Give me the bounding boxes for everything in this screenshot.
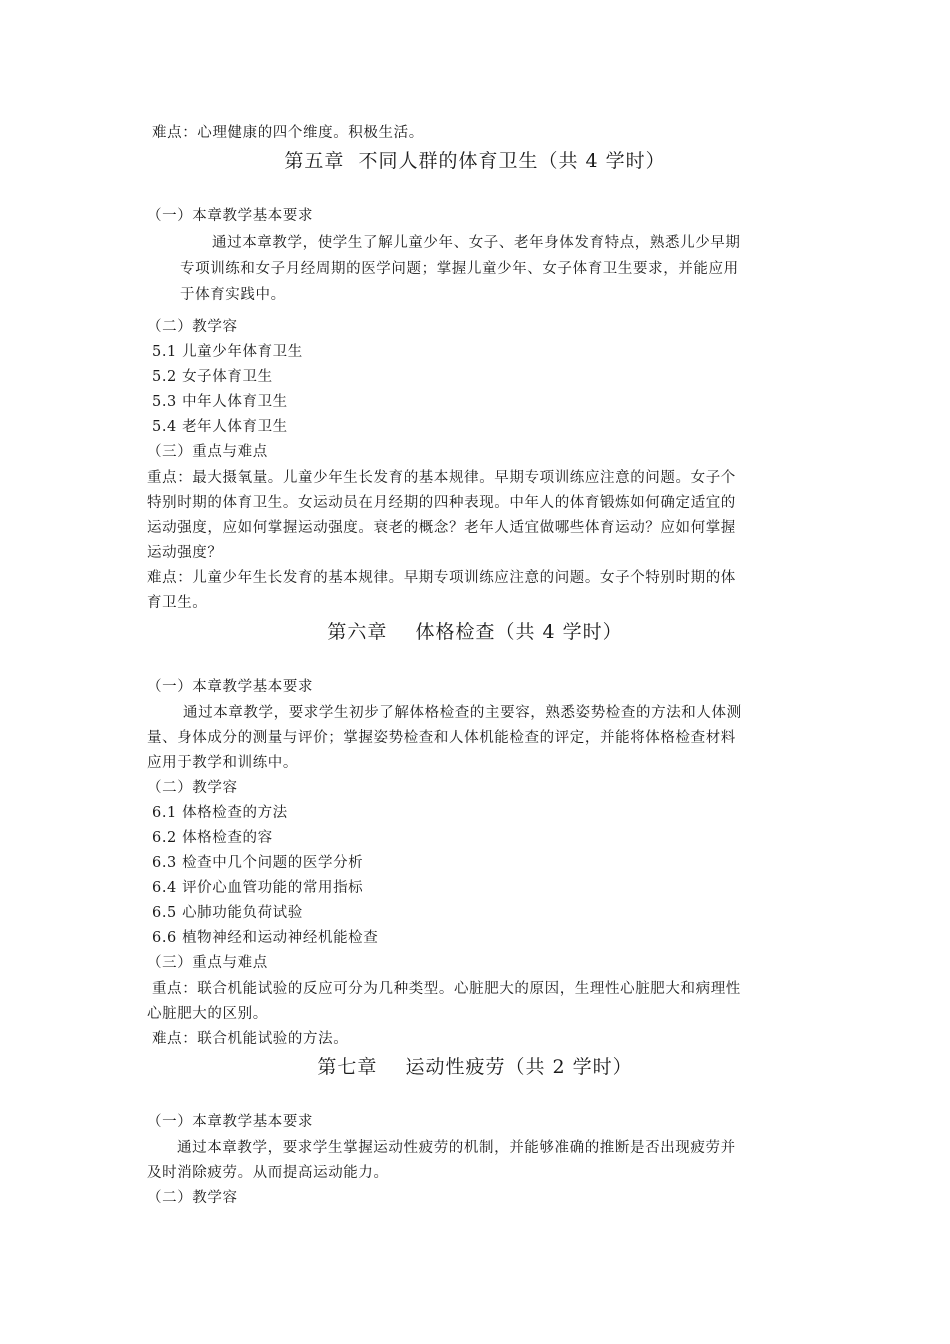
ch5-content-item: 5.4 老年人体育卫生 <box>152 419 288 435</box>
ch6-content-item: 6.4 评价心血管功能的常用指标 <box>152 880 364 896</box>
ch6-difficulty-line-1: 难点：联合机能试验的方法。 <box>152 1031 349 1047</box>
ch5-key-line-3: 运动强度，应如何掌握运动强度。衰老的概念？老年人适宜做哪些体育运动？应如何掌握 <box>147 520 736 536</box>
difficulty-line: 难点：心理健康的四个维度。积极生活。 <box>152 125 424 141</box>
ch6-requirements-heading: （一）本章教学基本要求 <box>147 679 314 695</box>
ch6-key-heading: （三）重点与难点 <box>147 955 268 971</box>
chapter-6-title: 第六章 体格检查（共 4 学时） <box>327 621 623 643</box>
ch5-content-heading: （二）教学容 <box>147 319 238 335</box>
ch6-content-item: 6.1 体格检查的方法 <box>152 805 288 821</box>
ch6-requirements-line-2: 量、身体成分的测量与评价；掌握姿势检查和人体机能检查的评定，并能将体格检查材料 <box>147 730 736 746</box>
ch5-difficulty-line-1: 难点：儿童少年生长发育的基本规律。早期专项训练应注意的问题。女子个特别时期的体 <box>147 570 736 586</box>
ch5-requirements-line-2: 专项训练和女子月经周期的医学问题；掌握儿童少年、女子体育卫生要求，并能应用 <box>180 261 739 277</box>
ch5-content-item: 5.2 女子体育卫生 <box>152 369 273 385</box>
ch7-requirements-heading: （一）本章教学基本要求 <box>147 1114 314 1130</box>
ch6-content-heading: （二）教学容 <box>147 780 238 796</box>
ch5-requirements-line-1: 通过本章教学，使学生了解儿童少年、女子、老年身体发育特点，熟悉儿少早期 <box>212 235 741 251</box>
chapter-7-title: 第七章 运动性疲劳（共 2 学时） <box>317 1056 633 1078</box>
ch6-content-item: 6.2 体格检查的容 <box>152 830 273 846</box>
ch5-key-line-4: 运动强度？ <box>147 545 223 561</box>
ch7-requirements-line-2: 及时消除疲劳。从而提高运动能力。 <box>147 1165 389 1181</box>
ch5-content-item: 5.1 儿童少年体育卫生 <box>152 344 303 360</box>
ch5-key-heading: （三）重点与难点 <box>147 444 268 460</box>
chapter-5-title: 第五章 不同人群的体育卫生（共 4 学时） <box>284 150 666 172</box>
ch6-requirements-line-3: 应用于教学和训练中。 <box>147 755 298 771</box>
ch6-key-line-2: 心脏肥大的区别。 <box>147 1006 268 1022</box>
ch6-key-line-1: 重点：联合机能试验的反应可分为几种类型。心脏肥大的原因，生理性心脏肥大和病理性 <box>152 981 741 997</box>
ch6-content-item: 6.5 心肺功能负荷试验 <box>152 905 303 921</box>
ch5-difficulty-line-2: 育卫生。 <box>147 595 208 611</box>
ch6-requirements-line-1: 通过本章教学，要求学生初步了解体格检查的主要容，熟悉姿势检查的方法和人体测 <box>183 705 742 721</box>
ch7-content-heading: （二）教学容 <box>147 1190 238 1206</box>
ch5-requirements-heading: （一）本章教学基本要求 <box>147 208 314 224</box>
ch7-requirements-line-1: 通过本章教学，要求学生掌握运动性疲劳的机制，并能够准确的推断是否出现疲劳并 <box>177 1140 736 1156</box>
ch6-content-item: 6.6 植物神经和运动神经机能检查 <box>152 930 379 946</box>
ch6-content-item: 6.3 检查中几个问题的医学分析 <box>152 855 364 871</box>
ch5-requirements-line-3: 于体育实践中。 <box>180 287 286 303</box>
ch5-key-line-1: 重点：最大摄氧量。儿童少年生长发育的基本规律。早期专项训练应注意的问题。女子个 <box>147 470 736 486</box>
ch5-key-line-2: 特别时期的体育卫生。女运动员在月经期的四种表现。中年人的体育锻炼如何确定适宜的 <box>147 495 736 511</box>
ch5-content-item: 5.3 中年人体育卫生 <box>152 394 288 410</box>
